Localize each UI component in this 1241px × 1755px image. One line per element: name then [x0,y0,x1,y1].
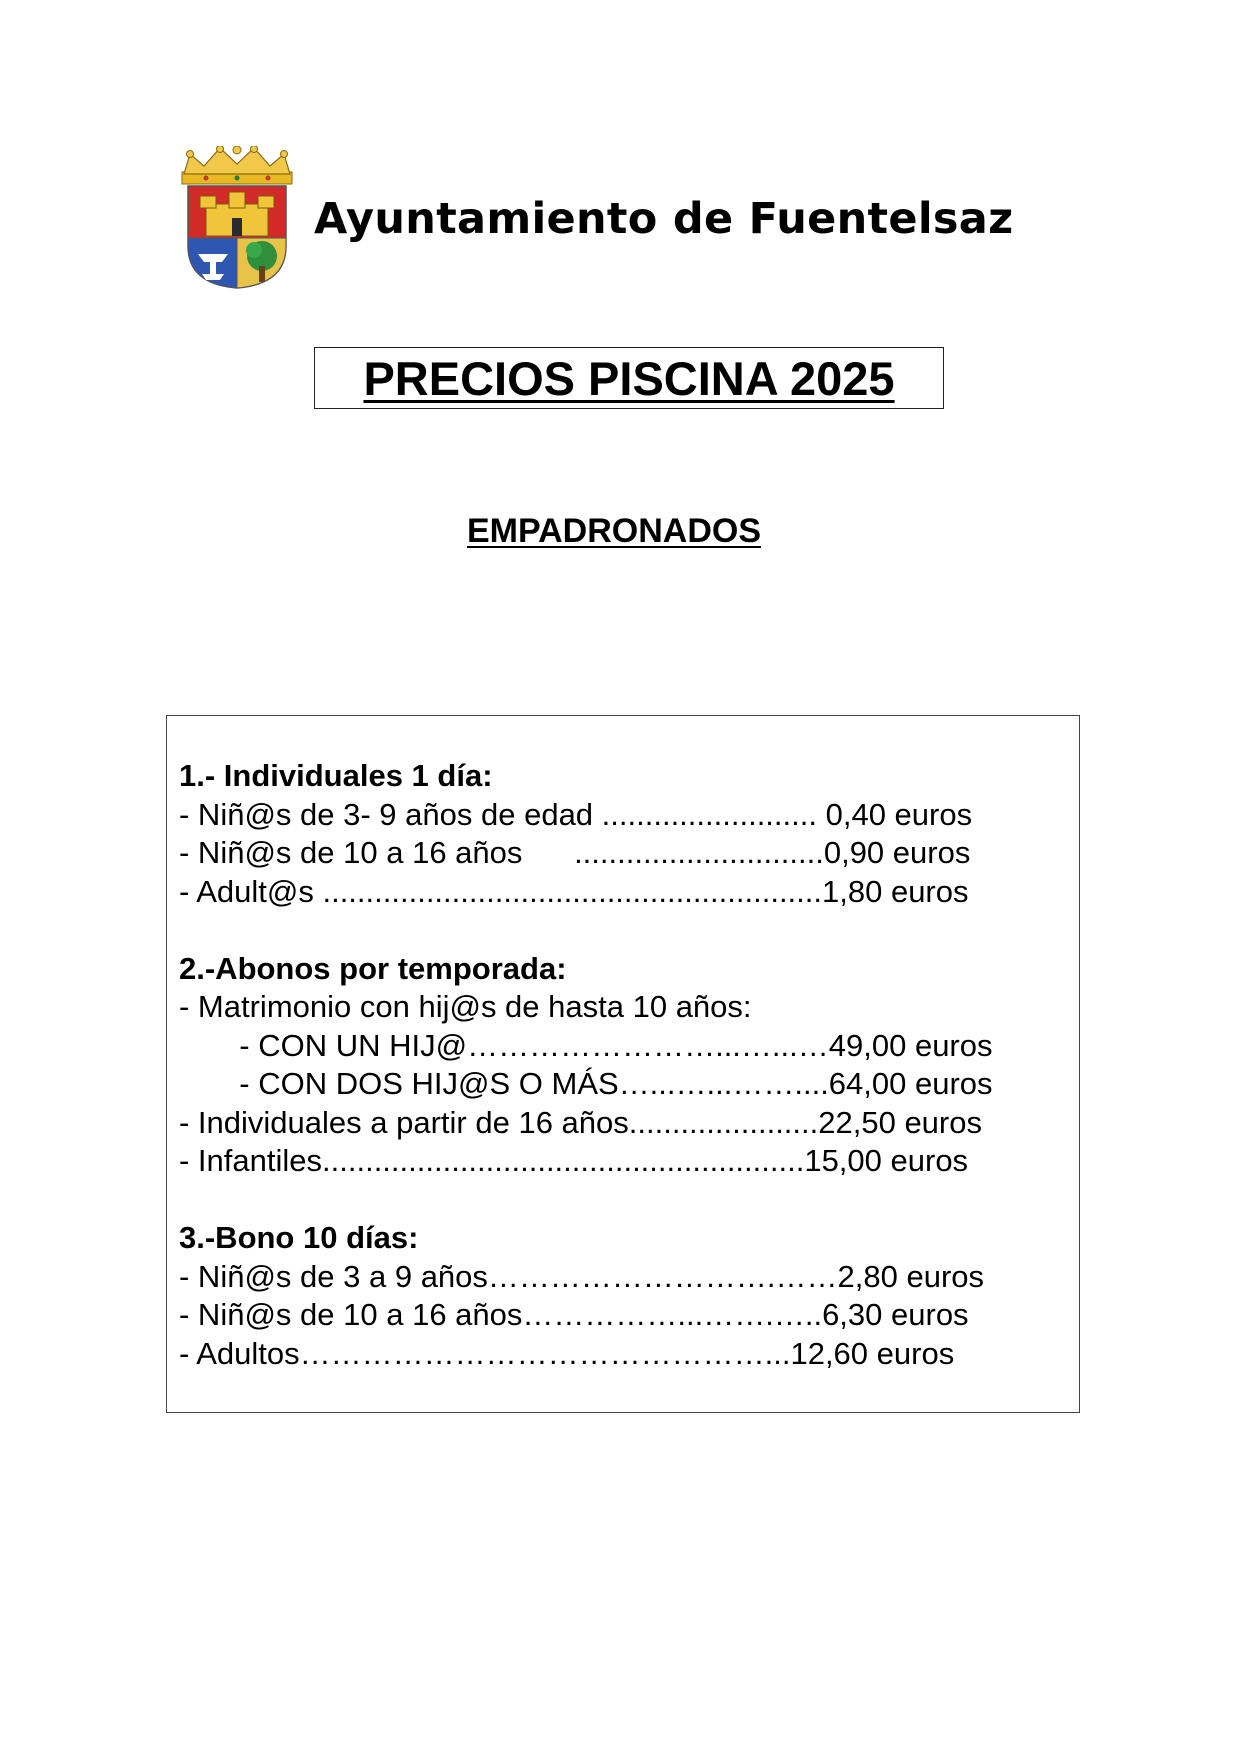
municipal-coat-of-arms-icon [176,146,298,290]
price-line: - Adult@s ..........................................................1,80 euros [179,873,969,909]
letterhead [176,146,1076,296]
page-title: PRECIOS PISCINA 2025 [363,351,895,405]
price-line: - Niñ@s de 3- 9 años de edad ......................... 0,40 euros [179,796,973,832]
price-line: - Individuales a partir de 16 años......................22,50 euros [179,1104,982,1140]
section-heading-individual: 1.- Individuales 1 día: [179,758,493,793]
price-line: - Niñ@s de 10 a 16 años .............................0,90 euros [179,835,971,870]
price-line: - Niñ@s de 3 a 9 años……………………….……2,80 euros [179,1258,985,1294]
price-line: - Niñ@s de 10 a 16 años……………...…….…..6,30 euros [179,1297,969,1332]
spacer [179,1181,1069,1220]
organization-name: Ayuntamiento de Fuentelsaz [314,194,1014,244]
price-line: - Adultos………………………………………...12,60 euros [179,1335,955,1371]
price-list [179,757,1069,1373]
price-line: - CON DOS HIJ@S O MÁS…...…...……....64,00 euros [179,1066,993,1101]
title-box [314,347,944,409]
section-subtitle: EMPADRONADOS [466,512,762,550]
section-heading-season-pass: 2.-Abonos por temporada: [179,950,567,986]
section-heading-10-day-pass: 3.-Bono 10 días: [179,1220,419,1255]
price-line: - Infantiles........................................................15,00 euros [179,1143,969,1178]
price-line: - Matrimonio con hij@s de hasta 10 años: [179,989,752,1024]
price-list-box [166,715,1080,1413]
spacer [179,911,1069,950]
price-line: - CON UN HIJ@……………………...…...…49,00 euros [179,1027,993,1063]
